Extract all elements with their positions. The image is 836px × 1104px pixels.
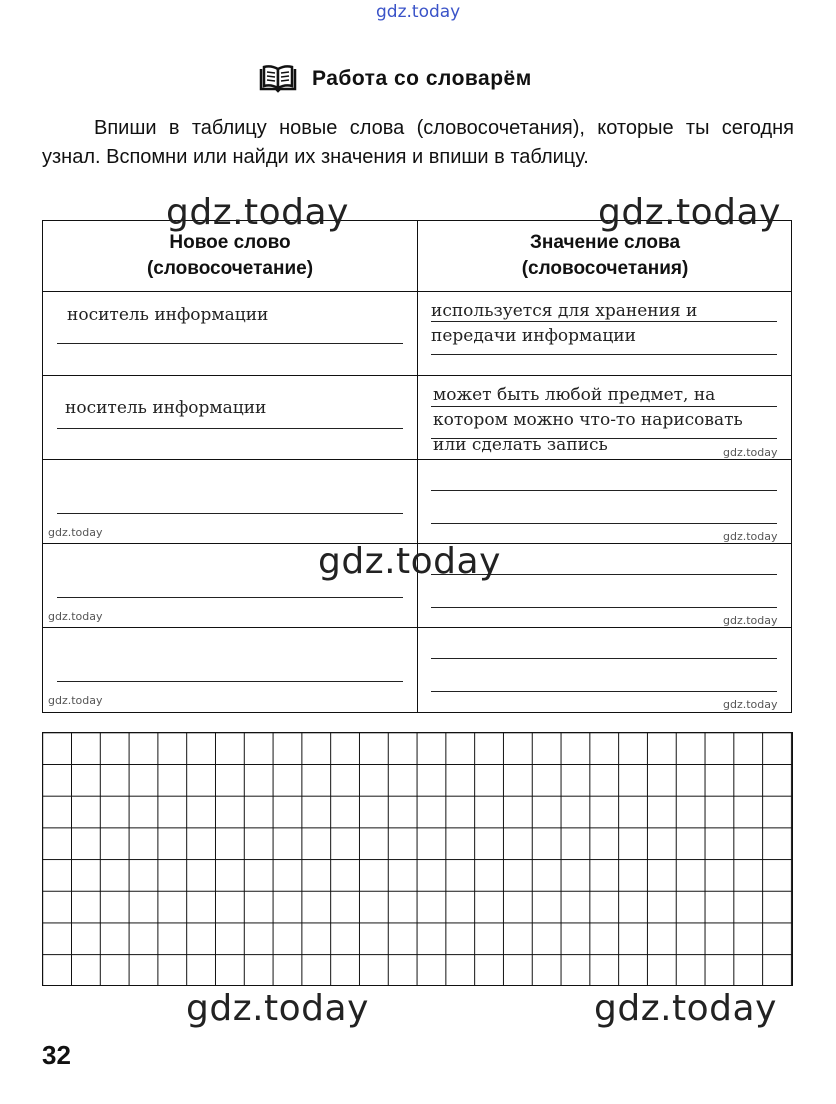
- row2-meaning-line2: котором можно что-то нарисовать: [433, 410, 743, 430]
- row2-meaning-line1: может быть любой предмет, на: [433, 385, 716, 405]
- row1-meaning-line2: передачи информации: [431, 326, 636, 346]
- row1-word: носитель информации: [67, 305, 269, 325]
- watermark: gdz.today: [318, 541, 501, 582]
- watermark: gdz.today: [186, 988, 369, 1029]
- watermark-small: gdz.today: [48, 526, 103, 539]
- writing-line: [57, 343, 403, 344]
- row2-meaning-line3: или сделать запись: [433, 435, 608, 455]
- watermark: gdz.today: [166, 192, 349, 233]
- header-word-line1: Новое слово: [169, 232, 291, 253]
- writing-line: [57, 428, 403, 429]
- writing-grid: [42, 732, 793, 986]
- writing-line: [57, 681, 403, 682]
- row-divider: [43, 375, 791, 376]
- watermark-small: gdz.today: [48, 694, 103, 707]
- watermark: gdz.today: [594, 988, 777, 1029]
- watermark-small: gdz.today: [723, 614, 778, 627]
- row-divider: [43, 459, 791, 460]
- writing-line: [431, 523, 777, 524]
- watermark: gdz.today: [598, 192, 781, 233]
- writing-line: [431, 490, 777, 491]
- watermark-top: gdz.today: [376, 2, 461, 22]
- header-meaning-line2: (словосочетания): [521, 258, 689, 279]
- instruction-text: [42, 114, 794, 172]
- watermark-small: gdz.today: [48, 610, 103, 623]
- row-divider: [43, 627, 791, 628]
- writing-line: [431, 691, 777, 692]
- vocabulary-table: [42, 220, 792, 713]
- writing-line: [431, 321, 777, 322]
- writing-line: [57, 597, 403, 598]
- header-meaning-line1: Значение слова: [529, 232, 681, 253]
- writing-line: [431, 406, 777, 407]
- watermark-small: gdz.today: [723, 698, 778, 711]
- row2-word: носитель информации: [65, 398, 267, 418]
- instruction-content: Впиши в таблицу новые слова (словосочетания), которые ты сегодня узнал. Вспомни или найди их значения и впиши в таблицу.: [42, 117, 794, 168]
- writing-line: [57, 513, 403, 514]
- section-title: Работа со словарём: [312, 67, 532, 90]
- section-heading: [258, 62, 532, 96]
- row1-meaning-line1: используется для хранения и: [431, 301, 698, 321]
- writing-line: [431, 607, 777, 608]
- watermark-small: gdz.today: [723, 446, 778, 459]
- column-divider: [417, 221, 418, 712]
- header-word-line2: (словосочетание): [146, 258, 314, 279]
- writing-line: [431, 354, 777, 355]
- writing-line: [431, 658, 777, 659]
- watermark-small: gdz.today: [723, 530, 778, 543]
- book-icon: [258, 64, 298, 94]
- page-number: 32: [42, 1040, 71, 1070]
- row-divider: [43, 291, 791, 292]
